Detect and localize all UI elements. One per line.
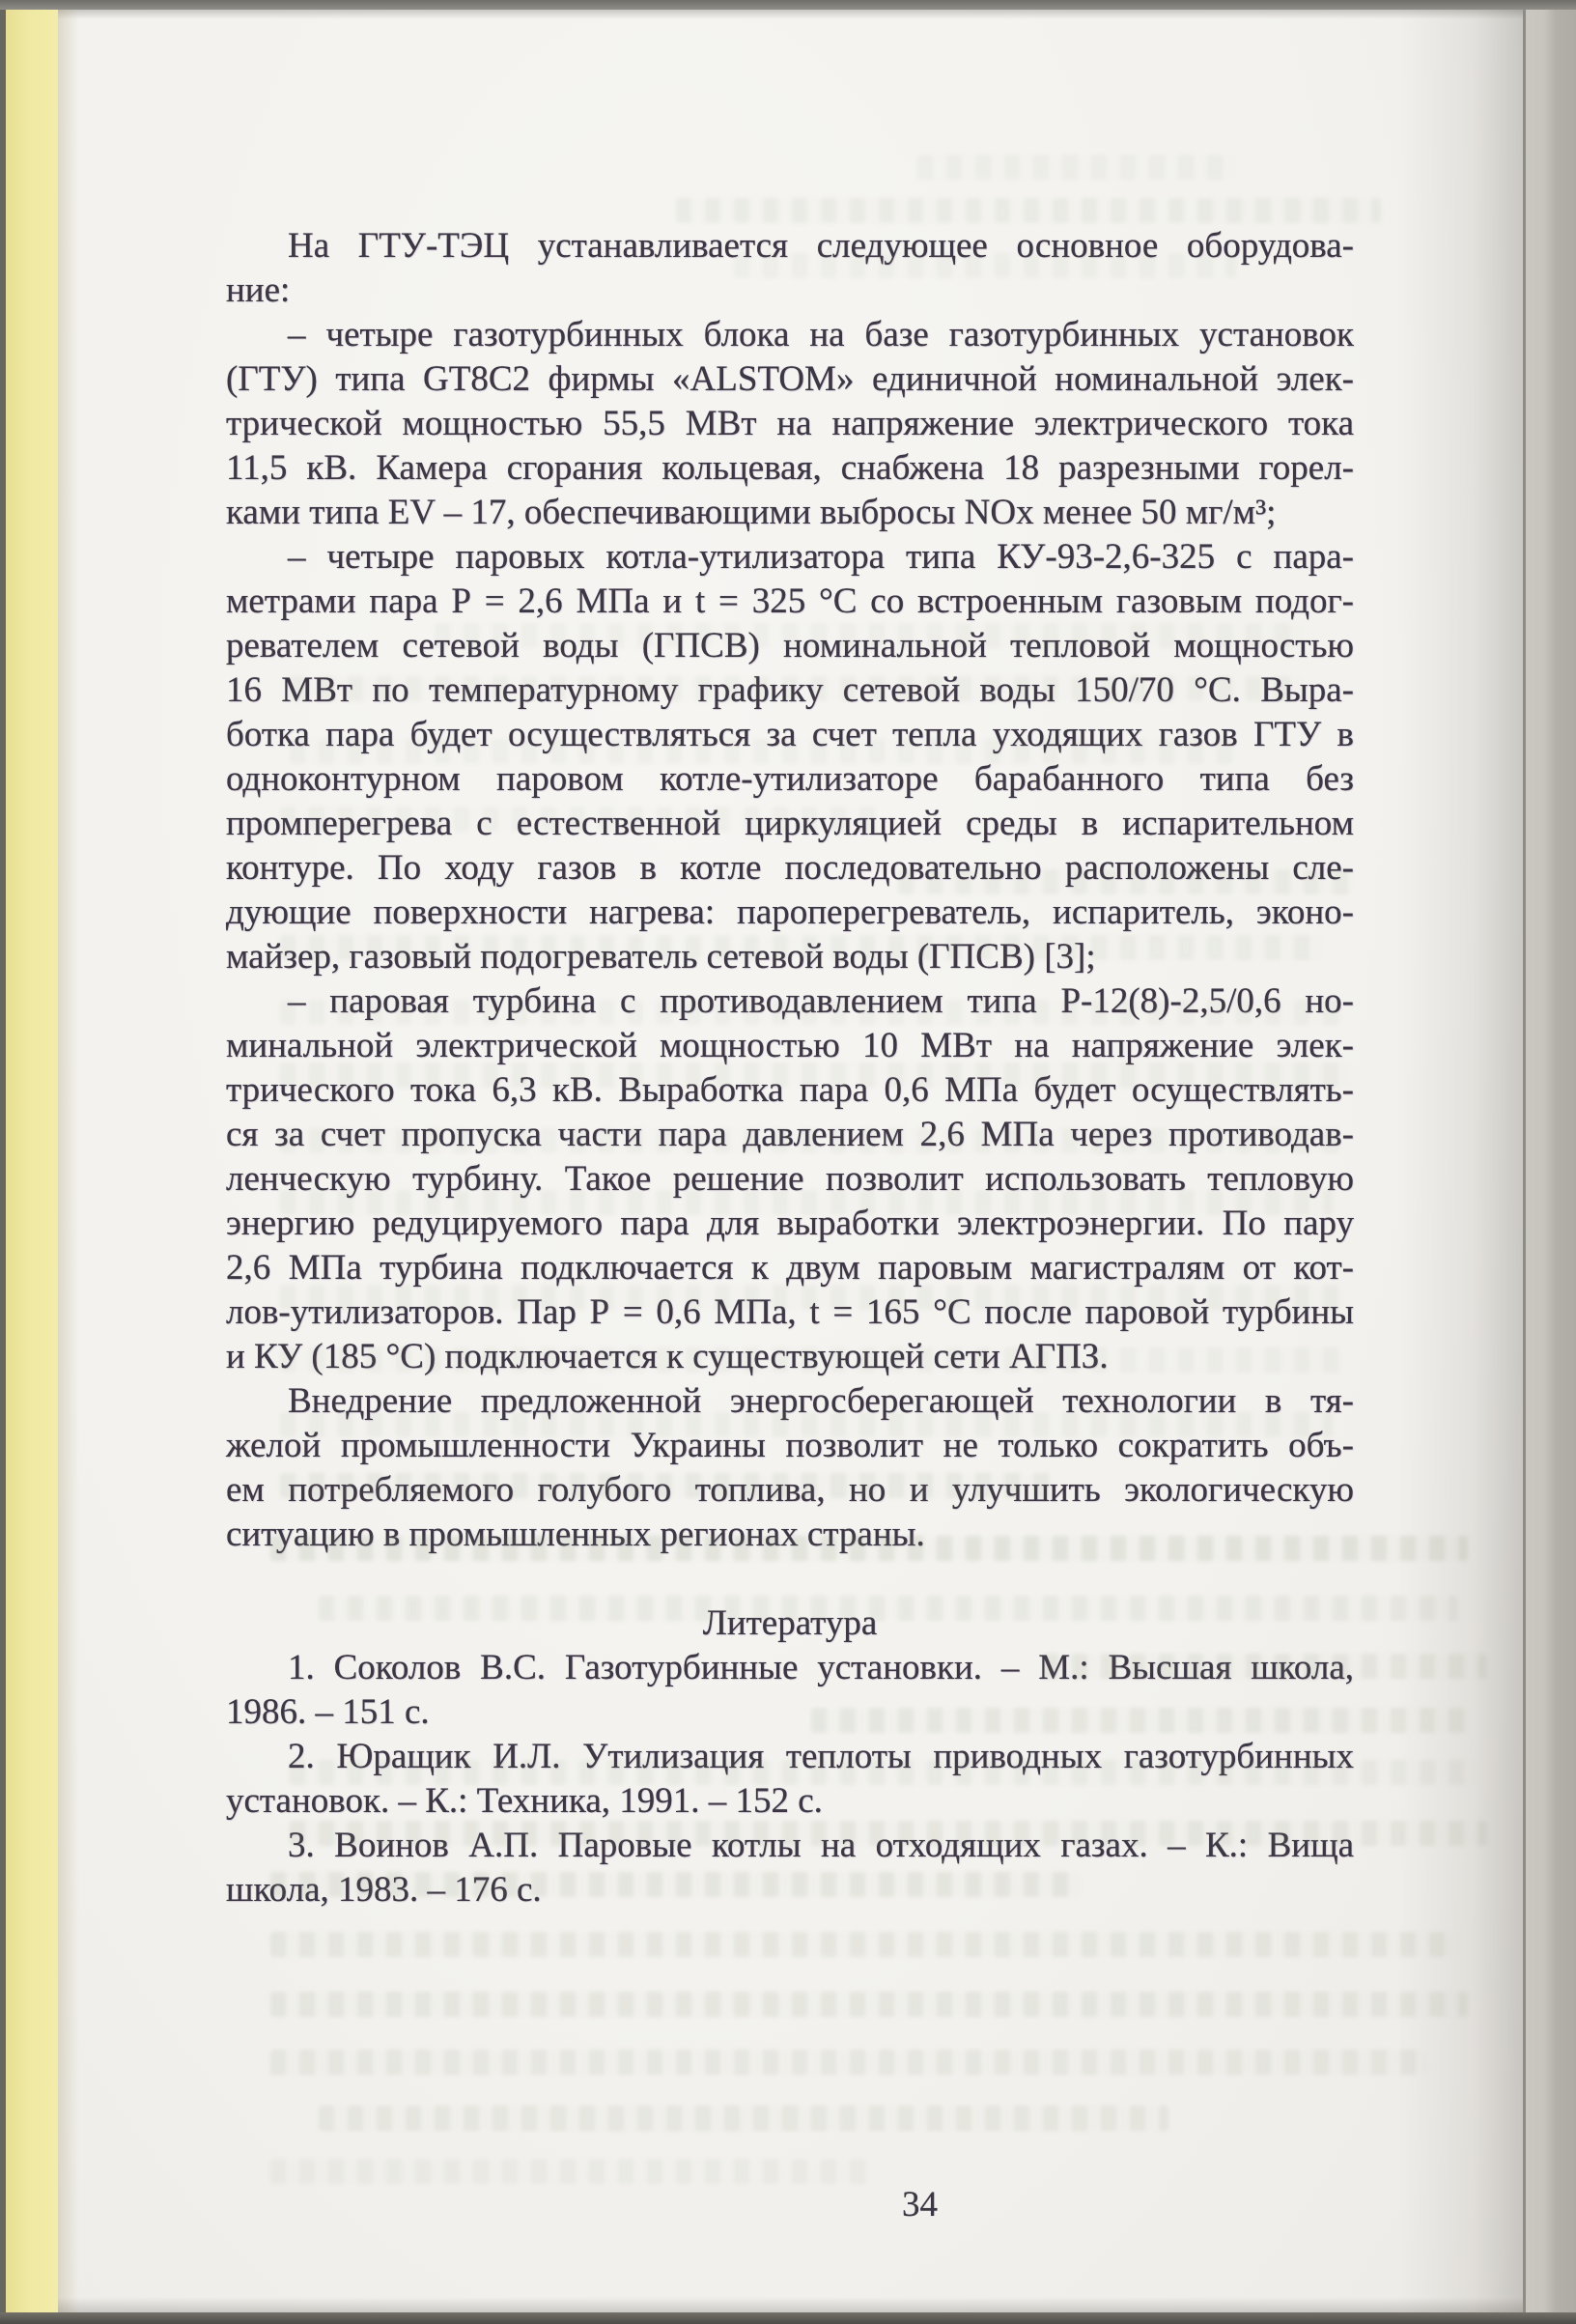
text-line: 1986. – 151 с. — [226, 1692, 430, 1732]
paragraph — [226, 313, 1354, 535]
paragraph — [226, 224, 1354, 313]
text-line: одноконтурном паровом котле-утилизаторе барабанного типа без — [226, 759, 1354, 799]
paragraph — [226, 1824, 1354, 1913]
text-line: метрами пара Р = 2,6 МПа и t = 325 °С со встроенным газовым подог- — [226, 581, 1354, 621]
text-line: 3. Воинов А.П. Паровые котлы на отходящих газах. – К.: Вища — [288, 1826, 1354, 1865]
text-line: 2. Юращик И.Л. Утилизация теплоты приводных газотурбинных — [288, 1737, 1354, 1776]
text-line: и КУ (185 °С) подключается к существующей сети АГПЗ. — [226, 1337, 1109, 1376]
text-line: ками типа EV – 17, обеспечивающими выбросы NOx менее 50 мг/м³; — [226, 493, 1277, 532]
text-line: промперегрева с естественной циркуляцией среды в испарительном — [226, 804, 1354, 843]
paragraph — [226, 979, 1354, 1379]
paragraph — [226, 1735, 1354, 1824]
paragraph — [226, 1379, 1354, 1557]
text-line: На ГТУ-ТЭЦ устанавливается следующее основное оборудова- — [288, 226, 1354, 266]
text-line: установок. – К.: Техника, 1991. – 152 с. — [226, 1781, 823, 1821]
text-line: трической мощностью 55,5 МВт на напряжение электрического тока — [226, 404, 1354, 443]
scan-edge-top — [0, 0, 1576, 10]
literature-heading: Литература — [702, 1603, 878, 1643]
text-line: – четыре газотурбинных блока на базе газотурбинных установок — [288, 315, 1354, 354]
page-shadow-top — [58, 10, 1523, 19]
text-line: 1. Соколов В.С. Газотурбинные установки. – М.: Высшая школа, — [288, 1648, 1354, 1687]
text-line: лов-утилизаторов. Пар Р = 0,6 МПа, t = 165 °С после паровой турбины — [226, 1292, 1354, 1332]
text-line: энергию редуцируемого пара для выработки электроэнергии. По пару — [226, 1204, 1354, 1243]
adjacent-page-edge — [6, 0, 58, 2324]
text-line: ботка пара будет осуществляться за счет тепла уходящих газов ГТУ в — [226, 715, 1354, 754]
text-line: дующие поверхности нагрева: пароперегреватель, испаритель, эконо- — [226, 893, 1354, 932]
text-line: майзер, газовый подогреватель сетевой воды (ГПСВ) [3]; — [226, 937, 1096, 977]
text-line: минальной электрической мощностью 10 МВт на напряжение элек- — [226, 1026, 1354, 1065]
text-line: ся за счет пропуска части пара давлением 2,6 МПа через противодав- — [226, 1115, 1354, 1154]
text-line: ние: — [226, 270, 291, 310]
text-line: (ГТУ) типа GT8C2 фирмы «ALSTOM» единичной номинальной элек- — [226, 359, 1354, 399]
text-line: школа, 1983. – 176 с. — [226, 1870, 542, 1910]
text-line: 11,5 кВ. Камера сгорания кольцевая, снабжена 18 разрезными горел- — [226, 448, 1354, 488]
text-line: – четыре паровых котла-утилизатора типа КУ-93-2,6-325 с пара- — [288, 537, 1354, 577]
scan-edge-right — [1523, 0, 1576, 2324]
book-page — [58, 10, 1523, 2314]
page-number: 34 — [902, 2185, 938, 2225]
text-line: желой промышленности Украины позволит не только сократить объ- — [226, 1426, 1354, 1465]
scan-edge-left — [0, 0, 6, 2324]
text-line: трического тока 6,3 кВ. Выработка пара 0,6 МПа будет осуществлять- — [226, 1070, 1354, 1110]
text-line: контуре. По ходу газов в котле последовательно расположены сле- — [226, 848, 1354, 888]
text-line: ревателем сетевой воды (ГПСВ) номинальной тепловой мощностью — [226, 626, 1354, 666]
scan-edge-bottom — [0, 2312, 1576, 2324]
text-line: ситуацию в промышленных регионах страны. — [226, 1515, 925, 1554]
page-shadow-left — [58, 10, 79, 2314]
text-column — [226, 224, 1354, 1913]
text-line: 16 МВт по температурному графику сетевой воды 150/70 °С. Выра- — [226, 670, 1354, 710]
paragraph — [226, 535, 1354, 979]
page-shadow-right — [1397, 10, 1523, 2314]
body-text — [226, 224, 1354, 1557]
text-line: ем потребляемого голубого топлива, но и улучшить экологическую — [226, 1470, 1354, 1510]
text-line: Внедрение предложенной энергосберегающей технологии в тя- — [288, 1381, 1354, 1421]
text-line: ленческую турбину. Такое решение позволит использовать тепловую — [226, 1159, 1354, 1199]
paragraph — [226, 1646, 1354, 1735]
reference-list — [226, 1646, 1354, 1913]
text-line: – паровая турбина с противодавлением типа Р-12(8)-2,5/0,6 но- — [288, 981, 1354, 1021]
text-line: 2,6 МПа турбина подключается к двум паровым магистралям от кот- — [226, 1248, 1354, 1288]
